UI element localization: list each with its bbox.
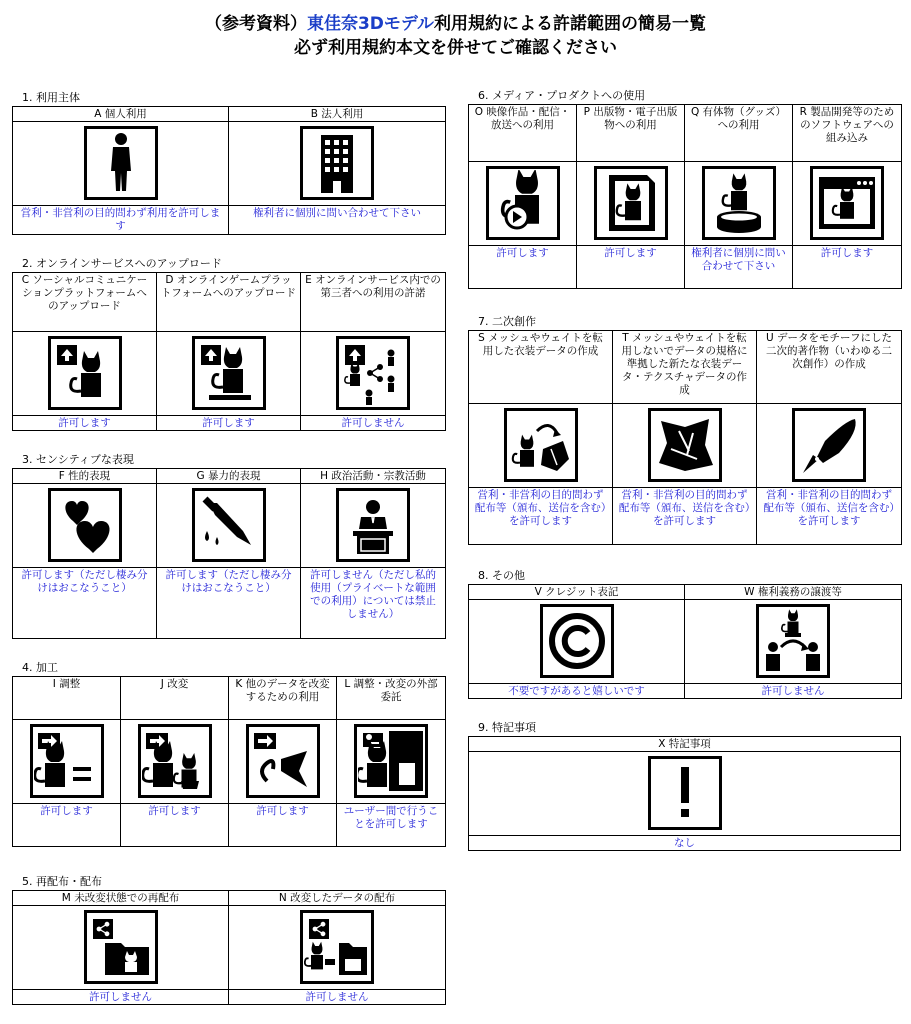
item-answer: 許可します [820, 247, 874, 259]
item-answer: 許可しません [89, 991, 152, 1003]
item-answer: なし [674, 837, 695, 849]
knife-icon [192, 488, 266, 562]
item-label: F 性的表現 [58, 470, 111, 482]
title-rest: 利用規約による許諾範囲の簡易一覧 [434, 14, 707, 34]
hearts-icon [48, 488, 122, 562]
item-label: L 調整・改変の外部委託 [344, 678, 438, 703]
item-answer: 許可します [58, 417, 111, 429]
item-label: S メッシュやウェイトを転用した衣装データの作成 [478, 332, 603, 357]
section-title: 6. メディア・プロダクトへの使用 [478, 89, 646, 102]
section-special-notes [468, 720, 901, 851]
page-title [0, 12, 911, 60]
item-label: M 未改変状態での再配布 [61, 892, 180, 904]
person-icon [84, 126, 158, 200]
costume-transfer-icon [504, 408, 578, 482]
folder-share-icon [84, 910, 158, 984]
item-label: I 調整 [52, 678, 81, 690]
upload-social-icon [48, 336, 122, 410]
section-usage-entity [12, 90, 446, 235]
section-title: 3. センシティブな表現 [22, 453, 134, 466]
item-label: R 製品開発等のためのソフトウェアへの組み込み [799, 106, 895, 144]
item-label: X 特記事項 [658, 738, 711, 750]
adjust-icon [30, 724, 104, 798]
item-label: B 法人利用 [310, 108, 364, 120]
building-icon [300, 126, 374, 200]
section-title: 1. 利用主体 [22, 91, 80, 104]
item-label: T メッシュやウェイトを転用しないでデータの規格に準拠した新たな衣装データ・テクスチャデータの作成 [621, 332, 748, 396]
item-label: D オンラインゲームプラットフォームへのアップロード [161, 274, 296, 299]
copyright-icon [540, 604, 614, 678]
item-answer: 許可します [256, 805, 309, 817]
video-icon [486, 166, 560, 240]
software-window-icon [810, 166, 884, 240]
item-answer: 営利・非営利の目的問わず配布等（頒布、送信を含む）を許可します [763, 489, 895, 527]
section-processing [12, 660, 446, 847]
third-party-share-icon [336, 336, 410, 410]
section-media-products [468, 88, 902, 289]
figure-goods-icon [702, 166, 776, 240]
title-model-name: 東佳奈3Dモデル [306, 14, 435, 34]
item-answer: 許可します（ただし棲み分けはおこなうこと） [165, 569, 292, 594]
item-answer: 許可します（ただし棲み分けはおこなうこと） [21, 569, 148, 594]
item-answer: 許可します [496, 247, 549, 259]
item-label: H 政治活動・宗教活動 [320, 470, 426, 482]
use-for-other-data-icon [246, 724, 320, 798]
modified-share-icon [300, 910, 374, 984]
item-answer: 許可します [148, 805, 201, 817]
section-other [468, 568, 902, 699]
item-answer: 許可します [604, 247, 657, 259]
item-label: G 暴力的表現 [196, 470, 261, 482]
item-answer: 許可します [40, 805, 93, 817]
item-label: Q 有体物（グッズ）への利用 [690, 106, 787, 131]
item-label: E オンラインサービス内での第三者への利用の許諾 [305, 274, 441, 299]
outsourcing-icon [354, 724, 428, 798]
upload-game-icon [192, 336, 266, 410]
item-answer: 営利・非営利の目的問わず利用を許可します [20, 207, 221, 232]
item-label: P 出版物・電子出版物への利用 [583, 106, 678, 131]
section-title: 2. オンラインサービスへのアップロード [22, 257, 222, 270]
new-costume-icon [648, 408, 722, 482]
item-label: U データをモチーフにした二次的著作物（いわゆる二次創作）の作成 [766, 332, 892, 370]
publication-icon [594, 166, 668, 240]
item-answer: 許可します [202, 417, 255, 429]
podium-speaker-icon [336, 488, 410, 562]
item-label: A 個人利用 [94, 108, 147, 120]
section-title: 5. 再配布・配布 [22, 875, 102, 888]
section-redistribution [12, 874, 446, 1005]
item-answer: 許可しません（ただし私的使用（プライベートな範囲での利用）については禁止しません） [310, 569, 436, 620]
exclamation-icon [648, 756, 722, 830]
transfer-rights-icon [756, 604, 830, 678]
section-online-upload [12, 256, 446, 431]
item-answer: 許可しません [305, 991, 369, 1003]
section-title: 4. 加工 [22, 661, 58, 674]
item-answer: ユーザー間で行うことを許可します [343, 805, 439, 830]
item-label: W 権利義務の譲渡等 [744, 586, 842, 598]
item-label: V クレジット表記 [534, 586, 619, 598]
item-label: N 改変したデータの配布 [278, 892, 396, 904]
item-answer: 権利者に個別に問い合わせて下さい [691, 247, 786, 272]
section-derivative-works [468, 314, 902, 545]
item-label: K 他のデータを改変するための利用 [235, 678, 330, 703]
section-title: 9. 特記事項 [478, 721, 536, 734]
item-label: J 改変 [160, 678, 189, 690]
section-sensitive [12, 452, 446, 639]
item-answer: 営利・非営利の目的問わず配布等（頒布、送信を含む）を許可します [474, 489, 607, 527]
modify-icon [138, 724, 212, 798]
section-title: 8. その他 [478, 569, 525, 582]
pen-nib-icon [792, 408, 866, 482]
item-answer: 営利・非営利の目的問わず配布等（頒布、送信を含む）を許可します [618, 489, 751, 527]
title-prefix: （参考資料） [204, 14, 307, 34]
item-answer: 許可しません [761, 685, 825, 697]
item-answer: 許可しません [341, 417, 405, 429]
title-subtitle: 必ず利用規約本文を併せてご確認ください [294, 38, 617, 58]
item-answer: 権利者に個別に問い合わせて下さい [253, 207, 421, 219]
item-label: O 映像作品・配信・放送への利用 [474, 106, 571, 131]
item-answer: 不要ですがあると嬉しいです [508, 685, 645, 697]
section-title: 7. 二次創作 [478, 315, 536, 328]
item-label: C ソーシャルコミュニケーションプラットフォームへのアップロード [21, 274, 148, 312]
